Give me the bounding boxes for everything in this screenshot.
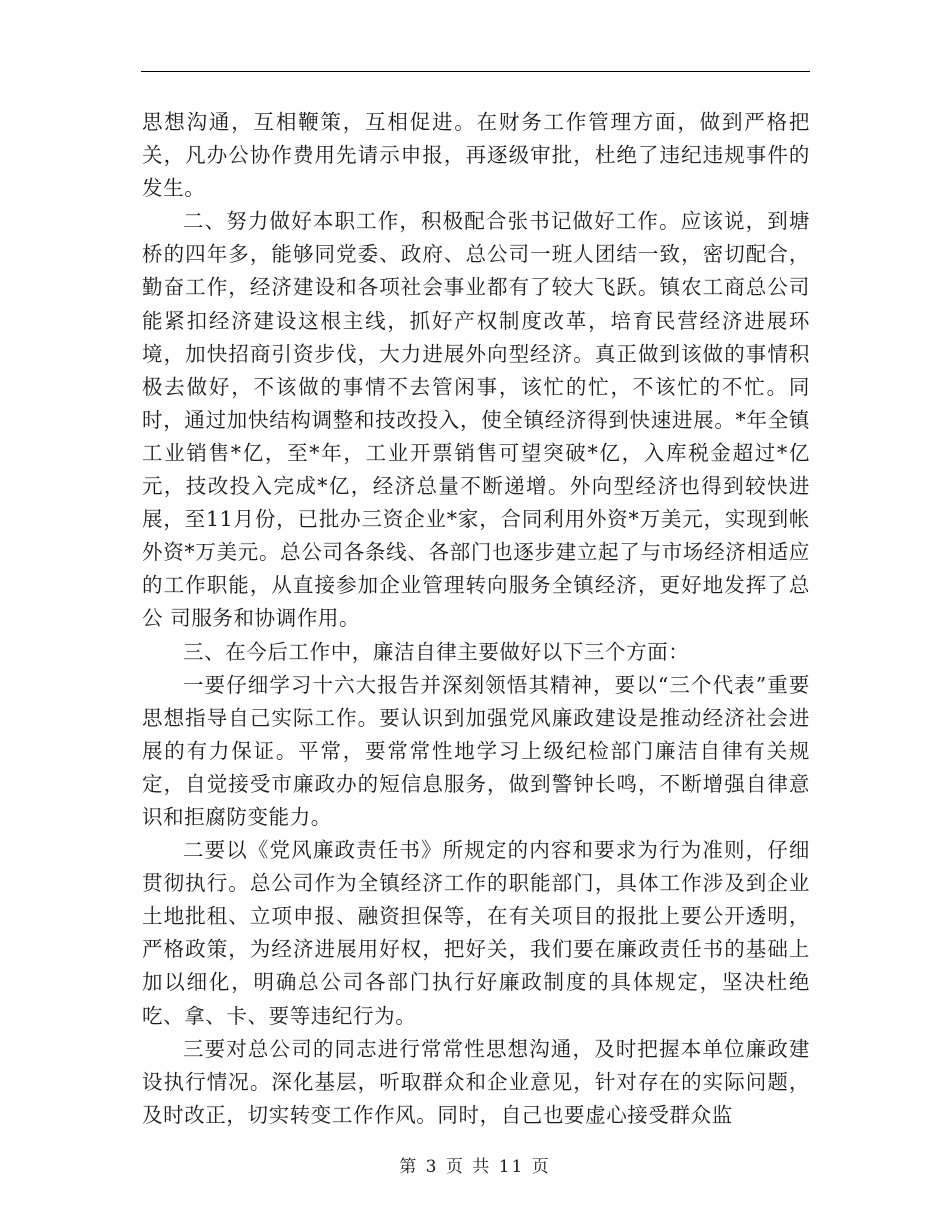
paragraph-6: 三要对总公司的同志进行常常性思想沟通，及时把握本单位廉政建设执行情况。深化基层，听取群众和企业意见，针对存在的实际问题，及时改正，切实转变工作作风。同时，自己也要虚心接受群众监 [142, 1036, 810, 1127]
header-rule [141, 71, 810, 72]
paragraph-1: 思想沟通，互相鞭策，互相促进。在财务工作管理方面，做到严格把关，凡办公协作费用先请示申报，再逐级审批，杜绝了违纪违规事件的发生。 [142, 110, 810, 201]
document-body [142, 106, 810, 1132]
paragraph-4: 一要仔细学习十六大报告并深刻领悟其精神，要以“三个代表”重要思想指导自己实际工作。要认识到加强党风廉政建设是推动经济社会进展的有力保证。平常，要常常性地学习上级纪检部门廉洁自律有关规定，自觉接受市廉政办的短信息服务，做到警钟长鸣，不断增强自律意识和拒腐防变能力。 [142, 672, 810, 829]
paragraph-5: 二要以《党风廉政责任书》所规定的内容和要求为行为准则，仔细贯彻执行。总公司作为全镇经济工作的职能部门，具体工作涉及到企业土地批租、立项申报、融资担保等，在有关项目的报批上要公开透明，严格政策，为经济进展用好权，把好关，我们要在廉政责任书的基础上加以细化，明确总公司各部门执行好廉政制度的具体规定，坚决杜绝吃、拿、卡、要等违纪行为。 [142, 838, 810, 1028]
paragraph-2: 二、努力做好本职工作，积极配合张书记做好工作。应该说，到塘桥的四年多，能够同党委、政府、总公司一班人团结一致，密切配合，勤奋工作，经济建设和各项社会事业都有了较大飞跃。镇农工商总公司能紧扣经济建设这根主线，抓好产权制度改革，培育民营经济进展环境，加快招商引资步伐，大力进展外向型经济。真正做到该做的事情积极去做好，不该做的事情不去管闲事，该忙的忙，不该忙的不忙。同时，通过加快结构调整和技改投入，使全镇经济得到快速进展。*年全镇工业销售*亿，至*年，工业开票销售可望突破*亿，入库税金超过*亿元，技改投入完成*亿，经济总量不断递增。外向型经济也得到较快进展，至11月份，已批办三资企业*家，合同利用外资*万美元，实现到帐外资*万美元。总公司各条线、各部门也逐步建立起了与市场经济相适应的工作职能，从直接参加企业管理转向服务全镇经济，更好地发挥了总公 司服务和协调作用。 [142, 209, 810, 631]
paragraph-3: 三、在今后工作中，廉洁自律主要做好以下三个方面： [183, 639, 690, 664]
page-number-footer: 第 3 页 共 11 页 [399, 1157, 551, 1177]
